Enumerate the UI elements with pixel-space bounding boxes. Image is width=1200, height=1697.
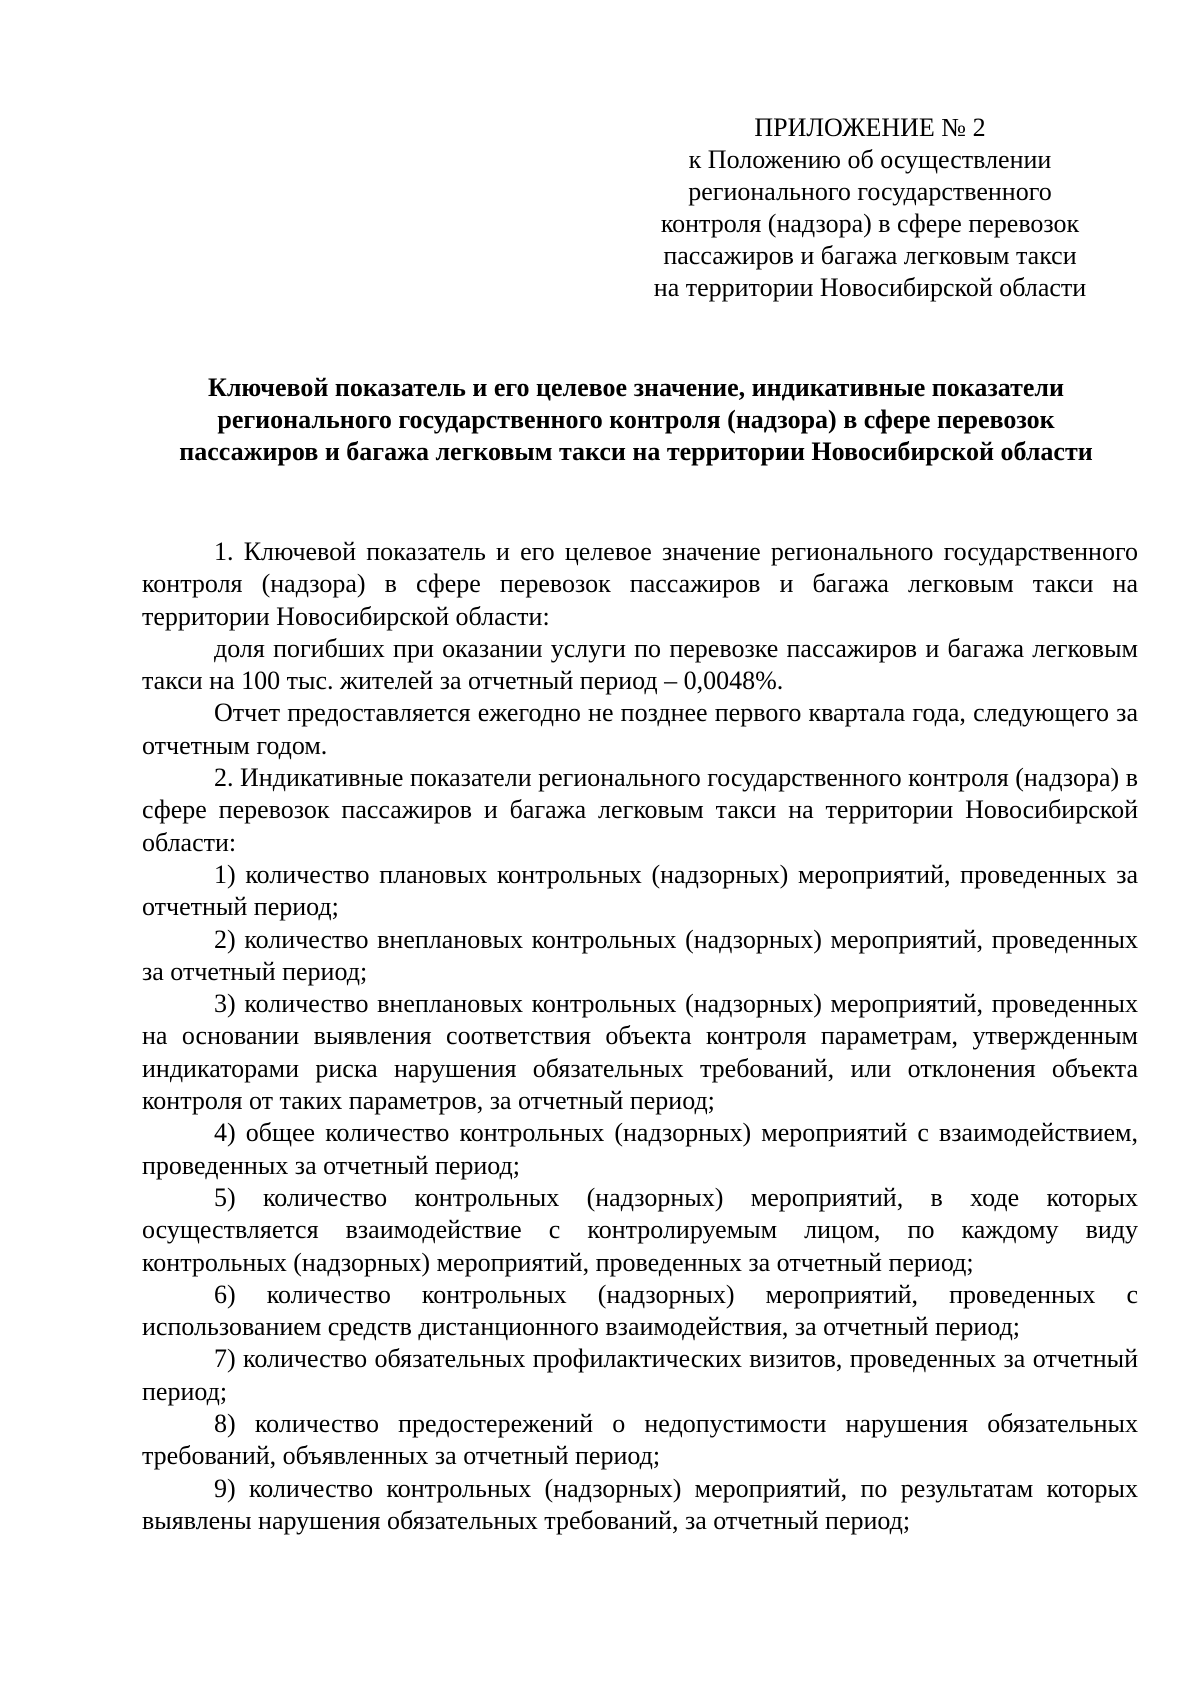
appendix-number: ПРИЛОЖЕНИЕ № 2 [754,113,986,142]
appendix-line: к Положению об осуществлении [688,145,1052,174]
title-line: регионального государственного контроля (надзора) в сфере перевозок [217,405,1055,434]
appendix-line: контроля (надзора) в сфере перевозок [660,209,1080,238]
appendix-header [620,112,1120,304]
list-item: 7) количество обязательных профилактических визитов, проведенных за отчетный период; [142,1344,1138,1406]
list-item: 6) количество контрольных (надзорных) мероприятий, проведенных с использованием средств дистанционного взаимодействия, за отчетный период; [142,1279,1138,1342]
paragraph-indicative-indicators: 2. Индикативные показатели регионального государственного контроля (надзора) в сфере перевозок пассажиров и багажа легковым такси на территории Новосибирской области: [142,763,1138,857]
appendix-line: на территории Новосибирской области [653,273,1087,302]
list-item: 2) количество внеплановых контрольных (надзорных) мероприятий, проведенных за отчетный период; [142,924,1138,986]
title-line: пассажиров и багажа легковым такси на территории Новосибирской области [179,437,1093,466]
list-item: 8) количество предостережений о недопустимости нарушения обязательных требований, объявленных за отчетный период; [142,1409,1138,1471]
paragraph-key-indicator-value: доля погибших при оказании услуги по перевозке пассажиров и багажа легковым такси на 100 тыс. жителей за отчетный период – 0,0048%. [142,633,1138,696]
list-item: 4) общее количество контрольных (надзорных) мероприятий с взаимодействием, проведенных за отчетный период; [142,1118,1138,1180]
title-line: Ключевой показатель и его целевое значение, индикативные показатели [207,373,1065,402]
list-item: 3) количество внеплановых контрольных (надзорных) мероприятий, проведенных на основании выявления соответствия объекта контроля параметрам, утвержденным индикаторами риска нарушения обязательных требований, или отклонения объекта контроля от таких параметров, за отчетный период; [142,989,1138,1116]
list-item: 5) количество контрольных (надзорных) мероприятий, в ходе которых осуществляется взаимодействие с контролируемым лицом, по каждому виду контрольных (надзорных) мероприятий, проведенных за отчетный период; [142,1182,1138,1277]
document-title [136,372,1136,468]
list-item: 9) количество контрольных (надзорных) мероприятий, по результатам которых выявлены нарушения обязательных требований, за отчетный период; [142,1473,1138,1535]
appendix-line: регионального государственного [688,177,1052,206]
paragraph-report-deadline: Отчет предоставляется ежегодно не позднее первого квартала года, следующего за отчетным годом. [142,698,1138,760]
list-item: 1) количество плановых контрольных (надзорных) мероприятий, проведенных за отчетный период; [142,859,1138,922]
appendix-line: пассажиров и багажа легковым такси [663,241,1077,270]
document-body [142,536,1138,1537]
paragraph-key-indicator: 1. Ключевой показатель и его целевое значение регионального государственного контроля (надзора) в сфере перевозок пассажиров и багажа легковым такси на территории Новосибирской области: [142,537,1138,631]
